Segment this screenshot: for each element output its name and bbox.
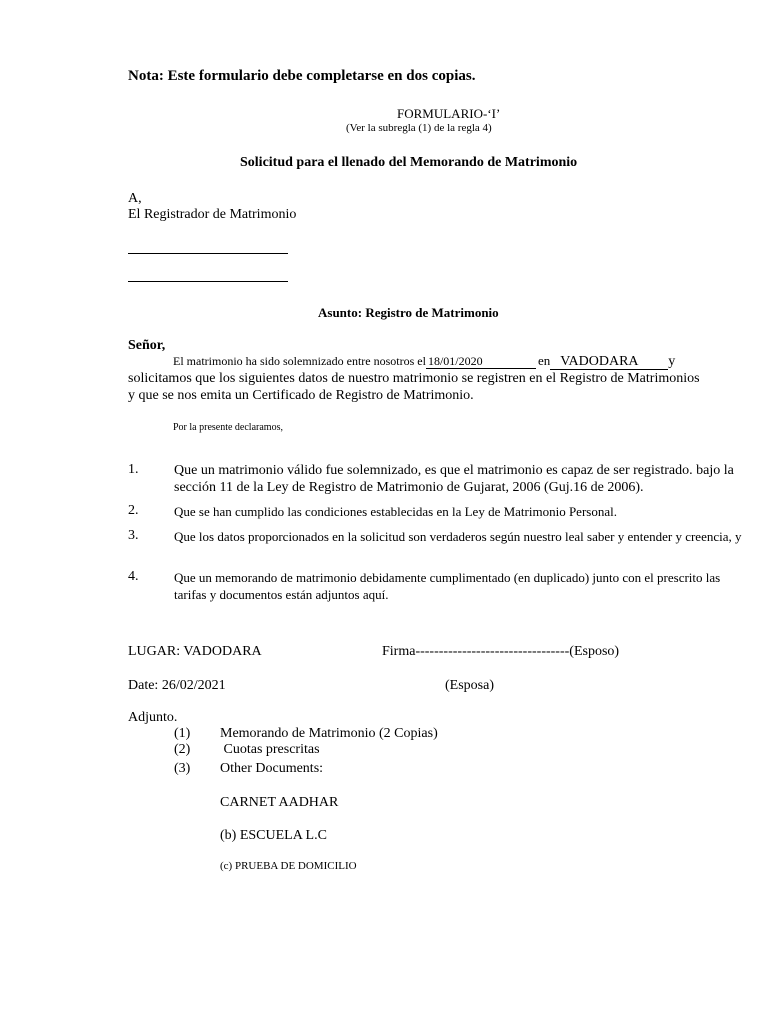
- attachment-number: (3): [174, 761, 191, 776]
- address-line-2: [128, 281, 288, 282]
- document-item: CARNET AADHAR: [220, 795, 339, 810]
- wife-signature-label: (Esposa): [445, 678, 494, 693]
- list-item-text: Que un matrimonio válido fue solemnizado, es que el matrimonio es capaz de ser registrado. bajo la sección 11 de la Ley de Registro de Matrimonio de Gujarat, 2006 (Guj.16 de 2006).: [174, 463, 734, 495]
- subject-line: Asunto: Registro de Matrimonio: [318, 305, 499, 320]
- address-line-1: [128, 253, 288, 254]
- attachment-number: (1): [174, 726, 191, 741]
- date-label: Date: 26/02/2021: [128, 678, 226, 693]
- intro-en: en: [537, 353, 551, 368]
- intro-line-3: y que se nos emita un Certificado de Registro de Matrimonio.: [128, 388, 474, 403]
- attachment-text: Cuotas prescritas: [220, 742, 320, 757]
- form-subtitle: (Ver la subregla (1) de la regla 4): [346, 122, 492, 134]
- attachment-number: (2): [174, 742, 191, 757]
- marriage-date-field: 18/01/2020: [426, 354, 536, 369]
- document-item: (b) ESCUELA L.C: [220, 828, 327, 843]
- form-heading: Solicitud para el llenado del Memorando de Matrimonio: [240, 155, 578, 170]
- list-item-text: Que se han cumplido las condiciones establecidas en la Ley de Matrimonio Personal.: [174, 504, 617, 519]
- intro-line-1: [173, 353, 675, 370]
- attached-label: Adjunto.: [128, 710, 178, 725]
- registrar-label: El Registrador de Matrimonio: [128, 207, 297, 222]
- note-text: Nota: Este formulario debe completarse en dos copias.: [128, 68, 476, 84]
- list-item-text: Que un memorando de matrimonio debidamente cumplimentado (en duplicado) junto con el prescrito las tarifas y documentos están adjuntos aquí.: [174, 570, 721, 602]
- list-item-number: 1.: [128, 462, 139, 477]
- marriage-place-field: VADODARA: [550, 355, 668, 370]
- to-label: A,: [128, 191, 142, 206]
- husband-signature-line: Firma---------------------------------(Esposo): [382, 644, 620, 659]
- attachment-text: Other Documents:: [220, 761, 324, 776]
- list-item-number: 4.: [128, 569, 139, 584]
- intro-part1: El matrimonio ha sido solemnizado entre nosotros el: [173, 354, 426, 368]
- document-item: (c) PRUEBA DE DOMICILIO: [220, 860, 357, 872]
- list-item-number: 2.: [128, 503, 139, 518]
- list-item-text: Que los datos proporcionados en la solicitud son verdaderos según nuestro leal saber y entender y creencia, y: [174, 529, 742, 544]
- salutation: Señor,: [128, 338, 166, 353]
- intro-y: y: [668, 354, 676, 369]
- form-title: FORMULARIO-‘I’: [397, 106, 501, 121]
- attachment-text: Memorando de Matrimonio (2 Copias): [220, 726, 438, 741]
- declaration-text: Por la presente declaramos,: [173, 422, 283, 433]
- intro-line-2: solicitamos que los siguientes datos de nuestro matrimonio se registren en el Registro de Matrimonios: [128, 371, 700, 386]
- list-item-number: 3.: [128, 528, 139, 543]
- place-label: LUGAR: VADODARA: [128, 644, 262, 659]
